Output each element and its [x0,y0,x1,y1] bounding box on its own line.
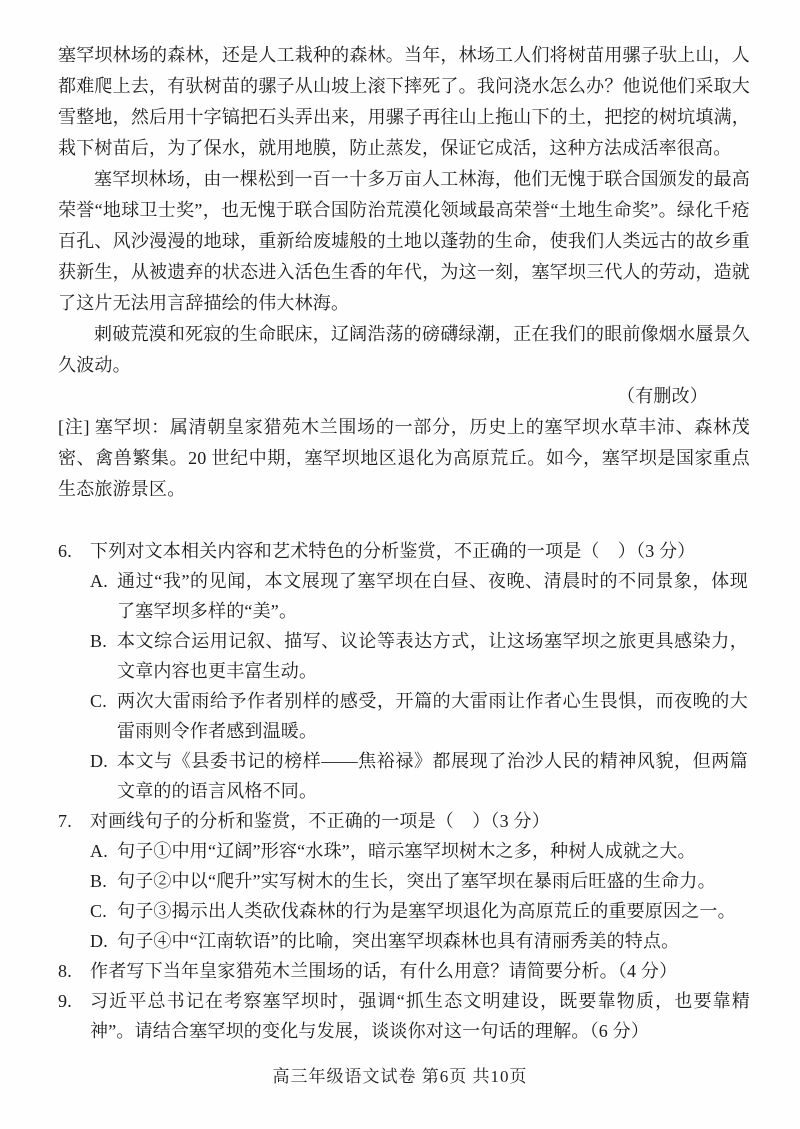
option-label: D. [90,931,108,951]
question-6-stem-row [58,536,750,566]
option-text: 句子③揭示出人类砍伐森林的行为是塞罕坝退化为高原荒丘的重要原因之一。 [117,901,736,921]
option-label: C. [90,901,107,921]
question-stem: 习近平总书记在考察塞罕坝时，强调“抓生态文明建设，既要靠物质，也要靠精神”。请结合塞罕坝的变化与发展，谈谈你对这一句话的理解。（6 分） [90,991,750,1041]
edit-note: （有删改） [617,386,708,406]
question-stem: 下列对文本相关内容和艺术特色的分析鉴赏，不正确的一项是（ ）（3 分） [90,541,696,561]
question-8 [58,956,750,986]
passage-paragraph-3: 刺破荒漠和死寂的生命眠床，辽阔浩荡的磅礴绿潮，正在我们的眼前像烟水蜃景久久波动。 [58,324,750,375]
question-8-stem-row [58,956,750,986]
question-7-option-a [90,836,750,866]
question-7-option-d [90,926,750,956]
question-number: 6. [58,541,72,561]
question-stem: 对画线句子的分析和鉴赏，不正确的一项是（ ）（3 分） [90,811,550,831]
question-stem: 作者写下当年皇家猎苑木兰围场的话，有什么用意？请简要分析。（4 分） [90,961,678,981]
passage-paragraph-1: 塞罕坝林场的森林，还是人工栽种的森林。当年，林场工人们将树苗用骡子驮上山，人都难爬上去，有驮树苗的骡子从山坡上滚下摔死了。我问浇水怎么办？他说他们采取大雪整地，然后用十字镐把石头弄出来，用骡子再往山上拖山下的土，把挖的树坑填满，栽下树苗后，为了保水，就用地膜，防止蒸发，保证它成活，这种方法成活率很高。 [58,45,750,158]
option-text: 句子①中用“辽阔”形容“水珠”，暗示塞罕坝树木之多，种树人成就之大。 [117,841,696,861]
page-footer: 高三年级语文试卷 第6页 共10页 [272,1067,528,1086]
question-7 [58,806,750,956]
question-6-option-a [90,566,750,626]
option-text: 两次大雷雨给予作者别样的感受，开篇的大雷雨让作者心生畏惧，而夜晚的大雷雨则令作者感到温暖。 [117,691,748,741]
option-text: 本文与《县委书记的榜样——焦裕禄》都展现了治沙人民的精神风貌，但两篇文章的的语言风格不同。 [117,751,748,801]
option-text: 句子②中以“爬升”实写树木的生长，突出了塞罕坝在暴雨后旺盛的生命力。 [117,871,716,891]
question-6 [58,536,750,806]
option-label: A. [90,841,108,861]
questions-section [58,536,750,1046]
passage-section [58,40,750,505]
question-7-option-b [90,866,750,896]
question-7-stem-row [58,806,750,836]
question-6-option-d [90,746,750,806]
passage-paragraph-2: 塞罕坝林场，由一棵松到一百一十多万亩人工林海，他们无愧于联合国颁发的最高荣誉“地球卫士奖”，也无愧于联合国防治荒漠化领域最高荣誉“土地生命奖”。绿化千疮百孔、风沙漫漫的地球，重新给废墟般的土地以蓬勃的生命，使我们人类远古的故乡重获新生，从被遗弃的状态进入活色生香的年代，为这一刻，塞罕坝三代人的劳动，造就了这片无法用言辞描绘的伟大林海。 [58,169,750,313]
option-label: B. [90,631,107,651]
question-7-option-c [90,896,750,926]
option-label: B. [90,871,107,891]
option-label: A. [90,571,108,591]
question-number: 8. [58,961,72,981]
question-9 [58,986,750,1046]
annotation-note: [注] 塞罕坝：属清朝皇家猎苑木兰围场的一部分，历史上的塞罕坝水草丰沛、森林茂密、禽兽繁集。20 世纪中期，塞罕坝地区退化为高原荒丘。如今，塞罕坝是国家重点生态旅游景区。 [58,417,750,499]
question-number: 7. [58,811,72,831]
option-text: 通过“我”的见闻，本文展现了塞罕坝在白昼、夜晚、清晨时的不同景象，体现了塞罕坝多样的“美”。 [117,571,748,621]
question-9-stem-row [58,986,750,1046]
option-text: 本文综合运用记叙、描写、议论等表达方式，让这场塞罕坝之旅更具感染力，文章内容也更丰富生动。 [117,631,748,681]
option-label: D. [90,751,108,771]
option-label: C. [90,691,107,711]
question-6-option-c [90,686,750,746]
question-number: 9. [58,991,72,1011]
question-6-option-b [90,626,750,686]
option-text: 句子④中“江南软语”的比喻，突出塞罕坝森林也具有清丽秀美的特点。 [117,931,680,951]
